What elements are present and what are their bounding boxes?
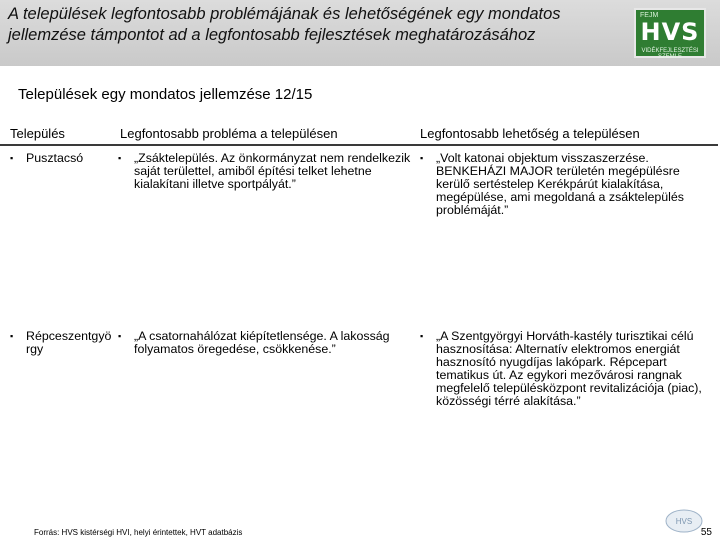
seal-icon (664, 508, 704, 534)
logo-top-text: FEJM (640, 12, 659, 19)
seal-text: HVS (675, 517, 693, 526)
hvs-logo (634, 8, 706, 58)
page-title: A települések legfontosabb problémájának és lehetőségének egy mondatos jellemzése támpontot ad a legfontosabb fejlesztések meghatározásához (8, 5, 561, 44)
bullet-icon: ▪ (10, 331, 14, 341)
column-header-town: Település (10, 126, 65, 141)
town-cell (10, 152, 114, 165)
bullet-icon: ▪ (420, 331, 424, 341)
problem-text: „A csatornahálózat kiépítetlensége. A lakosság folyamatos öregedése, csökkenése.” (134, 329, 390, 356)
problem-cell (118, 330, 414, 356)
problem-text: „Zsáktelepülés. Az önkormányzat nem rendelkezik saját területtel, amiből építési telket lehetne kialakítani illetve sportpályát.” (134, 151, 411, 191)
source-footnote: Forrás: HVS kistérségi HVI, helyi érintettek, HVT adatbázis (34, 528, 243, 537)
town-name: Répceszentgyörgy (26, 329, 112, 356)
logo-sub-text: VIDÉKFEJLESZTÉSI SZEMLE (641, 48, 699, 60)
opportunity-text: „Volt katonai objektum visszaszerzése. BENKEHÁZI MAJOR területén megépülésre kerülő sertéstelep Kerékpárút kialakítása, megépülése, ami megoldaná a zsáktelepülés problémáját.” (436, 151, 684, 217)
town-cell (10, 330, 114, 356)
problem-cell (118, 152, 414, 191)
bullet-icon: ▪ (10, 153, 14, 163)
header-divider (0, 144, 718, 146)
slide-subtitle: Települések egy mondatos jellemzése 12/15 (18, 86, 313, 103)
bullet-icon: ▪ (118, 331, 122, 341)
page-number: 55 (700, 527, 712, 538)
town-name: Pusztacsó (26, 151, 84, 165)
logo-main-text: HVS (640, 18, 700, 46)
opportunity-cell (420, 330, 712, 408)
opportunity-cell (420, 152, 712, 217)
bullet-icon: ▪ (118, 153, 122, 163)
bullet-icon: ▪ (420, 153, 424, 163)
column-header-opportunity: Legfontosabb lehetőség a településen (420, 126, 640, 141)
opportunity-text: „A Szentgyörgyi Horváth-kastély turisztikai célú hasznosítása: Alternatív elektromos energiát hasznosító nyugdíjas lakópark. Répcepart tematikus út. Az egykori mezővárosi rangnak megfelelő településközpont revitalizációja (piac), közösségi térré alakítása.” (436, 329, 702, 408)
column-header-problem: Legfontosabb probléma a településen (120, 126, 338, 141)
header-banner (0, 0, 720, 66)
table-header (0, 124, 720, 144)
